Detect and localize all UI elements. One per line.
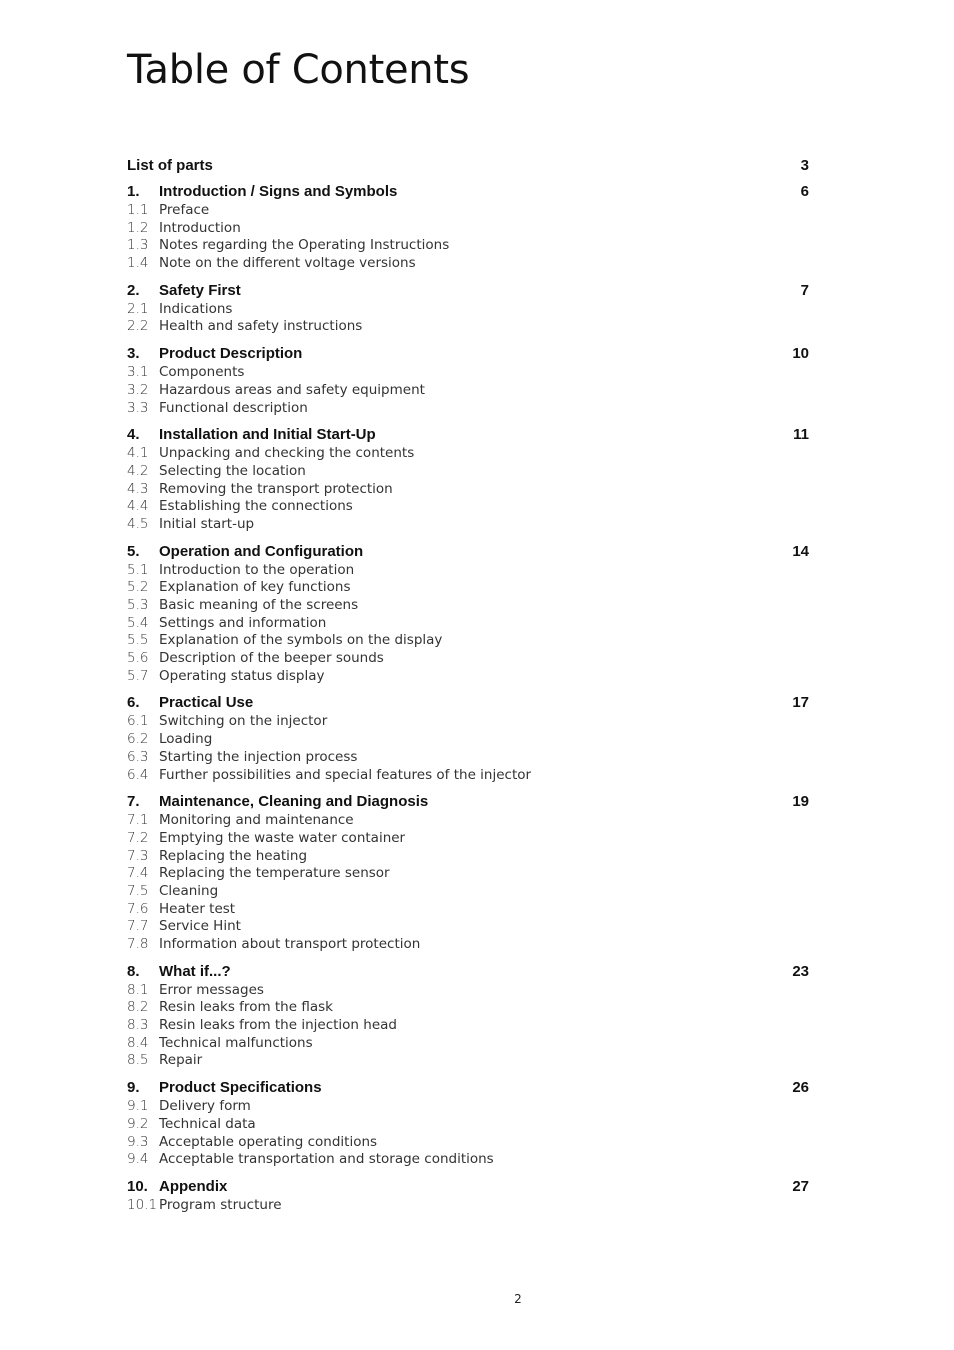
toc-subsection-entry[interactable]: [127, 668, 809, 686]
chapter-number: 5.: [127, 542, 140, 560]
chapter-list: [127, 182, 809, 1215]
subsection-title: Replacing the temperature sensor: [159, 865, 390, 882]
toc-chapter-entry[interactable]: [127, 1078, 809, 1098]
subsection-title: Replacing the heating: [159, 847, 308, 864]
subsection-number: 8.3: [127, 1017, 149, 1034]
toc-section: [127, 344, 809, 417]
subsection-title: Removing the transport protection: [159, 480, 393, 497]
subsection-title: Basic meaning of the screens: [159, 597, 359, 613]
subsection-title: Initial start-up: [159, 515, 255, 532]
toc-section: [127, 281, 809, 336]
subsection-number: 9.2: [127, 1115, 149, 1132]
toc-chapter-entry[interactable]: [127, 425, 809, 445]
subsection-number: 5.3: [127, 597, 149, 613]
subsection-title: Explanation of the symbols on the display: [159, 632, 443, 649]
chapter-title: Appendix: [159, 1177, 228, 1195]
toc-subsection-entry[interactable]: [127, 749, 809, 767]
toc-section: [127, 182, 809, 273]
toc-entry-title: List of parts: [127, 157, 213, 174]
subsection-number: 2.1: [127, 300, 149, 317]
subsection-title: Error messages: [159, 981, 264, 998]
subsection-title: Technical data: [159, 1115, 256, 1132]
toc-chapter-entry[interactable]: [127, 693, 809, 713]
toc-subsection-entry[interactable]: [127, 865, 809, 883]
chapter-title: Introduction / Signs and Symbols: [159, 183, 398, 200]
toc-section: [127, 693, 809, 784]
chapter-title: Practical Use: [159, 694, 254, 712]
subsection-title: Further possibilities and special features of the injector: [159, 766, 532, 783]
toc-subsection-entry[interactable]: [127, 1035, 809, 1053]
toc-subsection-entry[interactable]: [127, 1098, 809, 1116]
toc-section: [127, 1177, 809, 1215]
toc-entry-list-of-parts[interactable]: [127, 155, 809, 177]
subsection-title: Functional description: [159, 399, 308, 416]
chapter-number: 6.: [127, 694, 140, 712]
subsection-number: 5.1: [127, 561, 149, 578]
toc-chapter-entry[interactable]: [127, 344, 809, 364]
toc-chapter-entry[interactable]: [127, 542, 809, 562]
subsection-number: 5.4: [127, 614, 149, 631]
subsection-number: 1.1: [127, 202, 149, 218]
toc-subsection-entry[interactable]: [127, 498, 809, 516]
subsection-number: 4.1: [127, 445, 149, 462]
toc-subsection-entry[interactable]: [127, 255, 809, 273]
subsection-title: Settings and information: [159, 614, 327, 631]
subsection-number: 6.1: [127, 713, 149, 730]
subsection-number: 9.3: [127, 1133, 149, 1150]
subsection-number: 4.2: [127, 462, 149, 479]
subsection-number: 7.1: [127, 812, 149, 829]
toc-subsection-entry[interactable]: [127, 318, 809, 336]
toc-section: [127, 1078, 809, 1169]
subsection-title: Resin leaks from the flask: [159, 999, 333, 1016]
toc-subsection-entry[interactable]: [127, 713, 809, 731]
toc-subsection-entry[interactable]: [127, 615, 809, 633]
toc-subsection-entry[interactable]: [127, 463, 809, 481]
toc-page-number: 10: [792, 345, 809, 363]
chapter-number: 1.: [127, 183, 140, 200]
subsection-number: 4.5: [127, 515, 149, 532]
chapter-title: Installation and Initial Start-Up: [159, 426, 376, 444]
subsection-title: Information about transport protection: [159, 936, 421, 952]
subsection-title: Technical malfunctions: [159, 1034, 313, 1051]
toc-chapter-entry[interactable]: [127, 962, 809, 982]
subsection-title: Introduction to the operation: [159, 561, 355, 578]
toc-subsection-entry[interactable]: [127, 650, 809, 668]
subsection-number: 7.5: [127, 882, 149, 899]
toc-page-number: 6: [800, 183, 809, 200]
toc-subsection-entry[interactable]: [127, 202, 809, 220]
subsection-number: 2.2: [127, 318, 149, 335]
page-title: Table of Contents: [127, 47, 470, 93]
subsection-title: Acceptable transportation and storage conditions: [159, 1151, 494, 1168]
toc-subsection-entry[interactable]: [127, 579, 809, 597]
toc-page-number: 17: [792, 694, 809, 712]
toc-page-number: 7: [800, 281, 809, 299]
subsection-number: 5.6: [127, 650, 149, 667]
subsection-title: Indications: [159, 300, 233, 317]
subsection-number: 5.7: [127, 667, 149, 684]
subsection-number: 6.2: [127, 731, 149, 748]
subsection-title: Hazardous areas and safety equipment: [159, 381, 425, 398]
subsection-number: 8.2: [127, 999, 149, 1016]
subsection-title: Selecting the location: [159, 462, 306, 479]
toc-subsection-entry[interactable]: [127, 1197, 809, 1215]
toc-subsection-entry[interactable]: [127, 901, 809, 919]
chapter-title: Product Description: [159, 345, 303, 363]
toc-subsection-entry[interactable]: [127, 883, 809, 901]
toc-subsection-entry[interactable]: [127, 982, 809, 1000]
toc-page-number: 14: [792, 542, 809, 560]
toc-page-number: 11: [793, 426, 809, 444]
toc-subsection-entry[interactable]: [127, 830, 809, 848]
subsection-number: 8.5: [127, 1052, 149, 1069]
chapter-title: What if...?: [159, 962, 231, 980]
subsection-number: 1.2: [127, 219, 149, 236]
subsection-title: Operating status display: [159, 667, 325, 684]
subsection-title: Emptying the waste water container: [159, 829, 406, 846]
subsection-number: 5.2: [127, 579, 149, 596]
subsection-title: Preface: [159, 202, 210, 218]
subsection-title: Explanation of key functions: [159, 579, 351, 596]
chapter-number: 7.: [127, 793, 140, 811]
toc-subsection-entry[interactable]: [127, 1052, 809, 1070]
subsection-number: 4.3: [127, 480, 149, 497]
subsection-title: Unpacking and checking the contents: [159, 445, 415, 462]
subsection-number: 6.4: [127, 766, 149, 783]
toc-subsection-entry[interactable]: [127, 767, 809, 785]
subsection-title: Acceptable operating conditions: [159, 1133, 378, 1150]
subsection-title: Repair: [159, 1052, 203, 1069]
subsection-number: 5.5: [127, 632, 149, 649]
subsection-number: 10.1: [127, 1196, 158, 1213]
toc-section: [127, 962, 809, 1070]
toc-subsection-entry[interactable]: [127, 400, 809, 418]
toc-chapter-entry[interactable]: [127, 182, 809, 202]
toc-subsection-entry[interactable]: [127, 848, 809, 866]
toc-subsection-entry[interactable]: [127, 220, 809, 238]
chapter-number: 2.: [127, 281, 140, 299]
footer-page-number: 2: [514, 1292, 522, 1306]
toc-chapter-entry[interactable]: [127, 792, 809, 812]
toc-subsection-entry[interactable]: [127, 999, 809, 1017]
toc-subsection-entry[interactable]: [127, 481, 809, 499]
subsection-number: 1.4: [127, 255, 149, 272]
toc-subsection-entry[interactable]: [127, 562, 809, 580]
subsection-title: Starting the injection process: [159, 748, 358, 765]
toc-subsection-entry[interactable]: [127, 516, 809, 534]
toc-section: [127, 425, 809, 533]
toc-subsection-entry[interactable]: [127, 364, 809, 382]
chapter-title: Maintenance, Cleaning and Diagnosis: [159, 793, 429, 811]
toc-chapter-entry[interactable]: [127, 281, 809, 301]
toc-page-number: 19: [792, 793, 809, 811]
subsection-number: 7.7: [127, 918, 149, 935]
subsection-number: 3.2: [127, 381, 149, 398]
toc-section: [127, 792, 809, 954]
toc-subsection-entry[interactable]: [127, 237, 809, 255]
toc-page-number: 26: [792, 1079, 809, 1097]
subsection-title: Establishing the connections: [159, 498, 353, 515]
subsection-number: 8.1: [127, 981, 149, 998]
chapter-number: 10.: [127, 1177, 148, 1195]
subsection-number: 1.3: [127, 237, 149, 254]
subsection-number: 7.6: [127, 900, 149, 917]
subsection-number: 4.4: [127, 498, 149, 515]
subsection-number: 7.4: [127, 865, 149, 882]
chapter-title: Operation and Configuration: [159, 542, 364, 560]
subsection-title: Description of the beeper sounds: [159, 650, 384, 667]
subsection-title: Service Hint: [159, 918, 241, 935]
toc-subsection-entry[interactable]: [127, 445, 809, 463]
chapter-title: Safety First: [159, 281, 241, 299]
subsection-title: Loading: [159, 731, 213, 748]
toc-subsection-entry[interactable]: [127, 1116, 809, 1134]
toc-page-number: 23: [792, 962, 809, 980]
toc-section: [127, 542, 809, 686]
toc-subsection-entry[interactable]: [127, 1151, 809, 1169]
subsection-title: Switching on the injector: [159, 713, 328, 730]
toc-subsection-entry[interactable]: [127, 812, 809, 830]
subsection-title: Monitoring and maintenance: [159, 812, 354, 829]
subsection-title: Program structure: [159, 1196, 282, 1213]
subsection-title: Health and safety instructions: [159, 318, 363, 335]
toc-subsection-entry[interactable]: [127, 918, 809, 936]
toc-subsection-entry[interactable]: [127, 597, 809, 615]
subsection-number: 6.3: [127, 748, 149, 765]
toc-subsection-entry[interactable]: [127, 301, 809, 319]
subsection-number: 7.3: [127, 847, 149, 864]
table-of-contents: [127, 155, 809, 1223]
subsection-number: 8.4: [127, 1034, 149, 1051]
toc-subsection-entry[interactable]: [127, 731, 809, 749]
chapter-number: 3.: [127, 345, 140, 363]
subsection-title: Heater test: [159, 900, 236, 917]
subsection-number: 9.4: [127, 1151, 149, 1168]
subsection-number: 9.1: [127, 1098, 149, 1115]
subsection-title: Notes regarding the Operating Instructions: [159, 237, 450, 254]
chapter-number: 4.: [127, 426, 140, 444]
subsection-number: 3.1: [127, 364, 149, 381]
subsection-title: Components: [159, 364, 245, 381]
subsection-title: Note on the different voltage versions: [159, 255, 416, 272]
subsection-title: Introduction: [159, 219, 241, 236]
chapter-number: 8.: [127, 962, 140, 980]
subsection-title: Delivery form: [159, 1098, 251, 1115]
subsection-title: Resin leaks from the injection head: [159, 1017, 397, 1034]
subsection-title: Cleaning: [159, 882, 219, 899]
subsection-number: 7.2: [127, 829, 149, 846]
subsection-number: 3.3: [127, 399, 149, 416]
subsection-number: 7.8: [127, 936, 149, 952]
toc-subsection-entry[interactable]: [127, 632, 809, 650]
toc-subsection-entry[interactable]: [127, 936, 809, 954]
toc-page-number: 3: [800, 157, 809, 174]
chapter-title: Product Specifications: [159, 1079, 322, 1097]
chapter-number: 9.: [127, 1079, 140, 1097]
toc-subsection-entry[interactable]: [127, 1134, 809, 1152]
toc-chapter-entry[interactable]: [127, 1177, 809, 1197]
toc-subsection-entry[interactable]: [127, 1017, 809, 1035]
toc-page-number: 27: [792, 1177, 809, 1195]
toc-subsection-entry[interactable]: [127, 382, 809, 400]
